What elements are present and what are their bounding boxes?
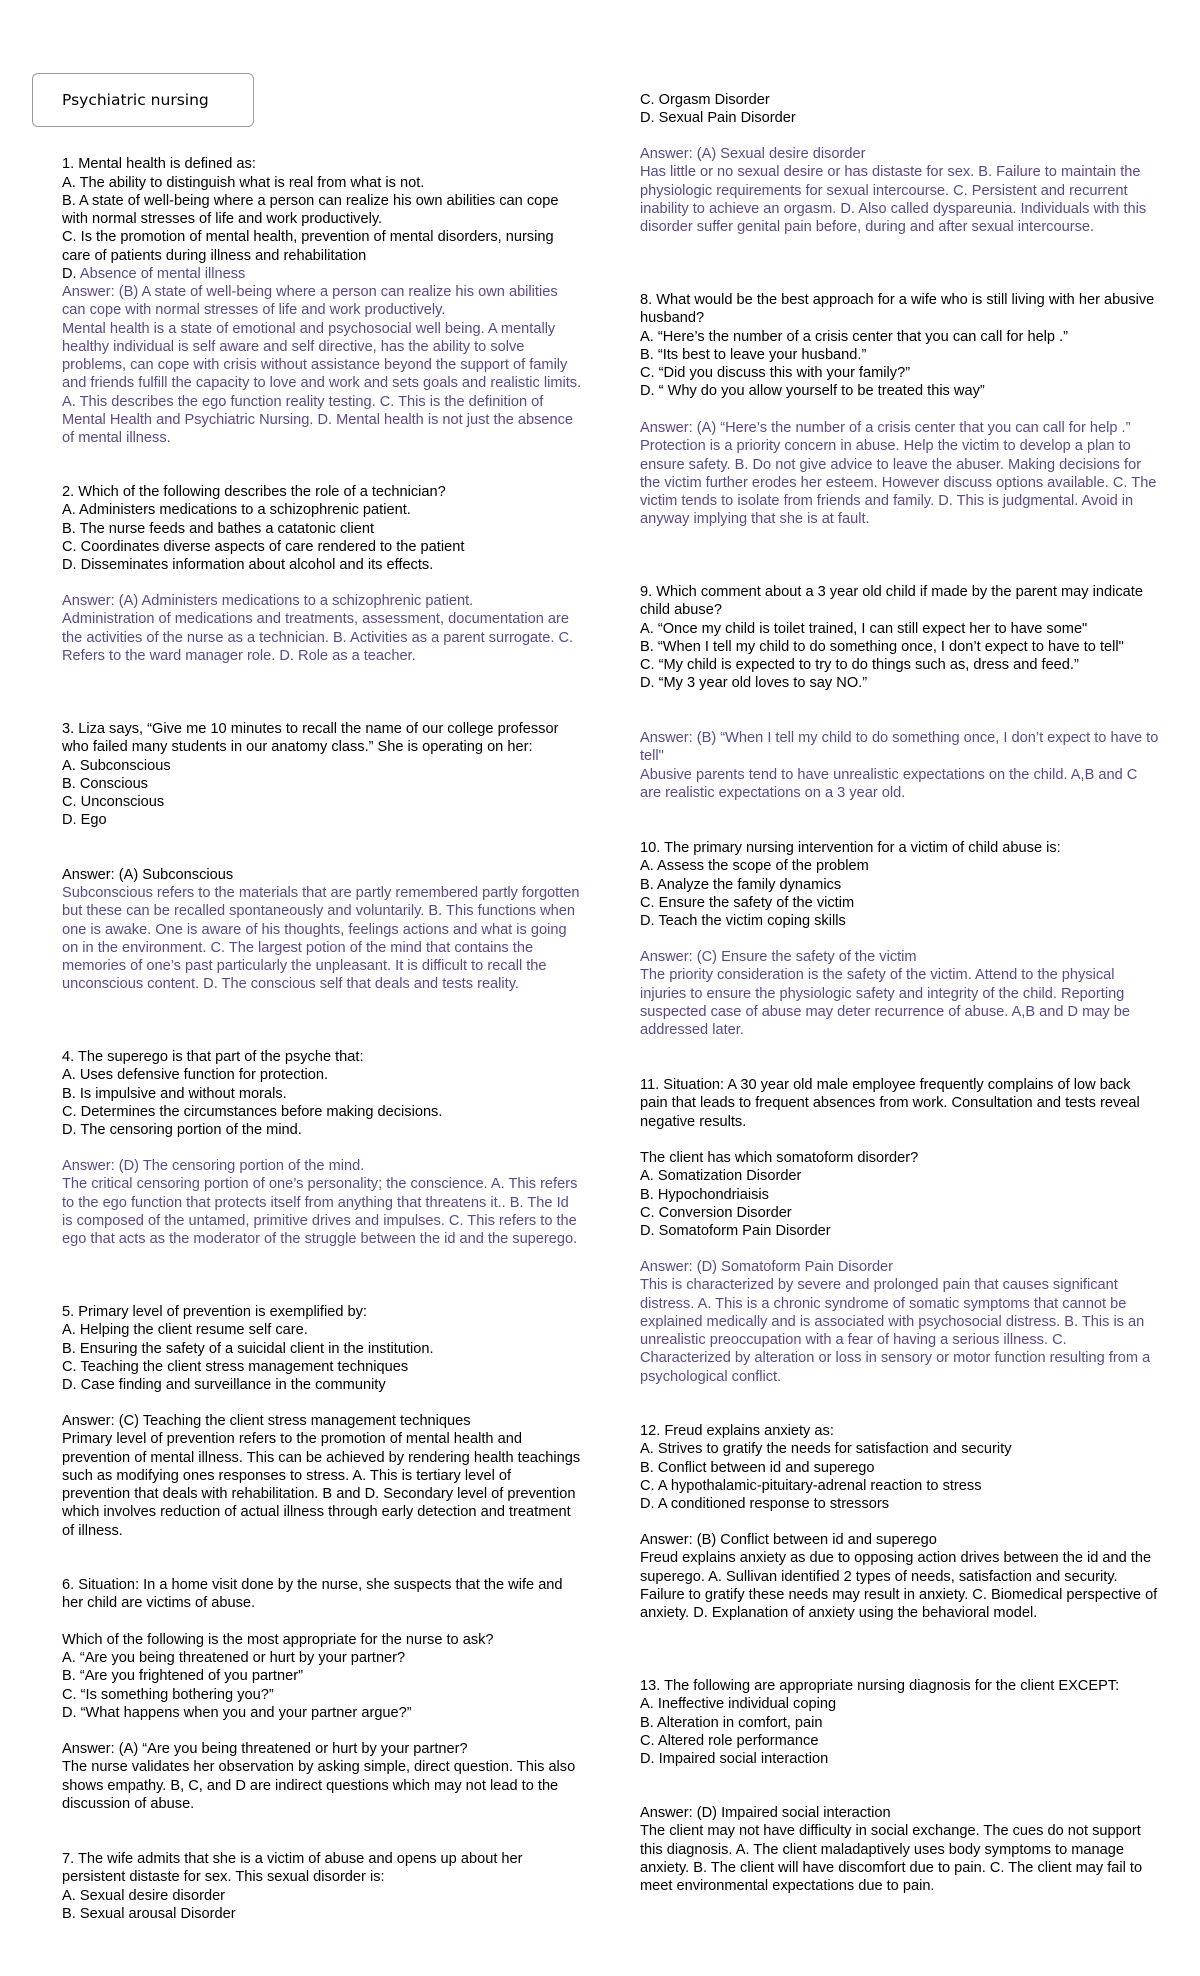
question-5: 5. Primary level of prevention is exemplified by: A. Helping the client resume self care. B. Ensuring the safety of a suicidal client in the institution. C. Teaching the client stress management techniques D. Case finding and surveillance in the community — [62, 1304, 434, 1394]
answer-8: Answer: (A) “Here’s the number of a crisis center that you can call for help .” Protection is a priority concern in abuse. Help the victim to develop a plan to ensure safety. B. Do not give advice to leave the abuser. Making decisions for the victim further erodes her esteem. However discuss options available. C. The victim tends to isolate from friends and family. D. This is judgmental. Avoid in anyway implying that she is at fault. — [640, 420, 1157, 528]
answer-9: Answer: (B) “When I tell my child to do something once, I don’t expect to have to tell" Abusive parents tend to have unrealistic expectations on the child. A,B and C are realistic expectations on a 3 year old. — [640, 730, 1159, 801]
question-1-option-d: Absence of mental illness — [79, 266, 246, 283]
answer-5: Answer: (C) Teaching the client stress management techniques Primary level of prevention refers to the promotion of mental health and prevention of mental illness. This can be achieved by rendering health teachings such as modifying ones responses to stress. A. This is tertiary level of prevention that deals with rehabilitation. B and D. Secondary level of prevention which involves reduction of actual illness through early detection and treatment of illness. — [62, 1413, 581, 1539]
question-3: 3. Liza says, “Give me 10 minutes to recall the name of our college professor who failed many students in our anatomy class.” She is operating on her: A. Subconscious B. Conscious C. Unconscious D. Ego — [62, 721, 559, 829]
question-7-continued: C. Orgasm Disorder D. Sexual Pain Disorder — [640, 92, 796, 127]
answer-13: Answer: (D) Impaired social interaction The client may not have difficulty in social exchange. The cues do not support this diagnosis. A. The client maladaptively uses body symptoms to manage anxiety. B. The client will have discomfort due to pain. C. The client may fail to meet environmental expectations due to pain. — [640, 1805, 1143, 1895]
answer-6: Answer: (A) “Are you being threatened or hurt by your partner? The nurse validates her observation by asking simple, direct question. This also shows empathy. B, C, and D are indirect questions which may not lead to the discussion of abuse. — [62, 1741, 576, 1812]
question-12: 12. Freud explains anxiety as: A. Strives to gratify the needs for satisfaction and security B. Conflict between id and superego C. A hypothalamic-pituitary-adrenal reaction to stress D. A conditioned response to stressors — [640, 1423, 1012, 1513]
title-box — [32, 73, 254, 127]
question-1-text: 1. Mental health is defined as: A. The ability to distinguish what is real from what is not. B. A state of well-being where a person can realize his own abilities can cope with normal stresses of life and work productively. C. Is the promotion of mental health, prevention of mental disorders, nursing care of patients during illness and rehabilitation — [62, 156, 559, 264]
question-1 — [62, 137, 582, 283]
question-4: 4. The superego is that part of the psyche that: A. Uses defensive function for protection. B. Is impulsive and without morals. C. Determines the circumstances before making decisions. D. The censoring portion of the mind. — [62, 1049, 443, 1139]
answer-3-head: Answer: (A) Subconscious — [62, 867, 234, 883]
question-2: 2. Which of the following describes the role of a technician? A. Administers medications to a schizophrenic patient. B. The nurse feeds and bathes a catatonic client C. Coordinates diverse aspects of care rendered to the patient D. Disseminates information about alcohol and its effects. — [62, 484, 465, 574]
answer-7: Answer: (A) Sexual desire disorder Has little or no sexual desire or has distaste for sex. B. Failure to maintain the physiologic requirements for sexual intercourse. C. Persistent and recurrent inability to achieve an orgasm. D. Also called dyspareunia. Individuals with this disorder suffer genital pain before, during and after sexual intercourse. — [640, 146, 1147, 236]
answer-1: Answer: (B) A state of well-being where a person can realize his own abilities can cope with normal stresses of life and work productively. Mental health is a state of emotional and psychosocial well being. A mentally healthy individual is self aware and self directive, has the ability to solve problems, can cope with crisis without assistance beyond the support of family and friends fulfill the capacity to love and work and sets goals and realistic limits. A. This describes the ego function reality testing. C. This is the definition of Mental Health and Psychiatric Nursing. D. Mental health is not just the absence of mental illness. — [62, 284, 582, 447]
answer-11: Answer: (D) Somatoform Pain Disorder This is characterized by severe and prolonged pain that causes significant distress. A. This is a chronic syndrome of somatic symptoms that cannot be explained medically and is associated with psychosocial distress. B. This is an unrealistic preoccupation with a fear of having a serious illness. C. Characterized by alteration or loss in sensory or motor function resulting from a psychological conflict. — [640, 1259, 1151, 1385]
answer-2: Answer: (A) Administers medications to a schizophrenic patient. Administration of medications and treatments, assessment, documentation are the activities of the nurse as a technician. B. Activities as a parent surrogate. C. Refers to the ward manager role. D. Role as a teacher. — [62, 593, 574, 664]
question-6: 6. Situation: In a home visit done by the nurse, she suspects that the wife and her child are victims of abuse. Which of the following is the most appropriate for the nurse to ask? A. “Are you being threatened or hurt by your partner? B. “Are you frightened of you partner” C. “Is something bothering you?” D. “What happens when you and your partner argue?” — [62, 1577, 563, 1722]
answer-4: Answer: (D) The censoring portion of the mind. The critical censoring portion of one’s personality; the conscience. A. This refers to the ego function that protects itself from anything that threatens it.. B. The Id is composed of the untamed, primitive drives and impulses. C. This refers to the ego that acts as the moderator of the struggle between the id and the superego. — [62, 1158, 578, 1248]
question-9: 9. Which comment about a 3 year old child if made by the parent may indicate child abuse? A. “Once my child is toilet trained, I can still expect her to have some" B. “When I tell my child to do something once, I don’t expect to have to tell" C. “My child is expected to try to do things such as, dress and feed.” D. “My 3 year old loves to say NO.” — [640, 584, 1143, 692]
answer-10: Answer: (C) Ensure the safety of the victim The priority consideration is the safety of the victim. Attend to the physical injuries to ensure the physiologic safety and integrity of the child. Reporting suspected case of abuse may deter recurrence of abuse. A,B and D may be addressed later. — [640, 949, 1130, 1039]
question-1-option-d-prefix: D. — [62, 266, 80, 283]
page-title: Psychiatric nursing — [62, 91, 209, 109]
question-13: 13. The following are appropriate nursing diagnosis for the client EXCEPT: A. Ineffective individual coping B. Alteration in comfort, pain C. Altered role performance D. Impaired social interaction — [640, 1678, 1120, 1768]
question-7: 7. The wife admits that she is a victim of abuse and opens up about her persistent distaste for sex. This sexual disorder is: A. Sexual desire disorder B. Sexual arousal Disorder — [62, 1851, 523, 1922]
answer-3: Subconscious refers to the materials that are partly remembered partly forgotten but these can be recalled spontaneously and voluntarily. B. This functions when one is awake. One is aware of his thoughts, feelings actions and what is going on in the environment. C. The largest potion of the mind that contains the memories of one’s past particularly the unpleasant. It is difficult to recall the unconscious content. D. The conscious self that deals and tests reality. — [62, 885, 580, 993]
answer-12: Answer: (B) Conflict between id and superego Freud explains anxiety as due to opposing action drives between the id and the superego. A. Sullivan identified 2 types of needs, satisfaction and security. Failure to gratify these needs may result in anxiety. C. Biomedical perspective of anxiety. D. Explanation of anxiety using the behavioral model. — [640, 1532, 1158, 1622]
question-8: 8. What would be the best approach for a wife who is still living with her abusive husband? A. “Here’s the number of a crisis center that you can call for help .” B. “Its best to leave your husband.” C. “Did you discuss this with your family?” D. “ Why do you allow yourself to be treated this way” — [640, 292, 1155, 400]
question-11: 11. Situation: A 30 year old male employee frequently complains of low back pain that leads to frequent absences from work. Consultation and tests reveal negative results. The client has which somatoform disorder? A. Somatization Disorder B. Hypochondriaisis C. Conversion Disorder D. Somatoform Pain Disorder — [640, 1077, 1140, 1240]
question-10: 10. The primary nursing intervention for a victim of child abuse is: A. Assess the scope of the problem B. Analyze the family dynamics C. Ensure the safety of the victim D. Teach the victim coping skills — [640, 840, 1061, 930]
